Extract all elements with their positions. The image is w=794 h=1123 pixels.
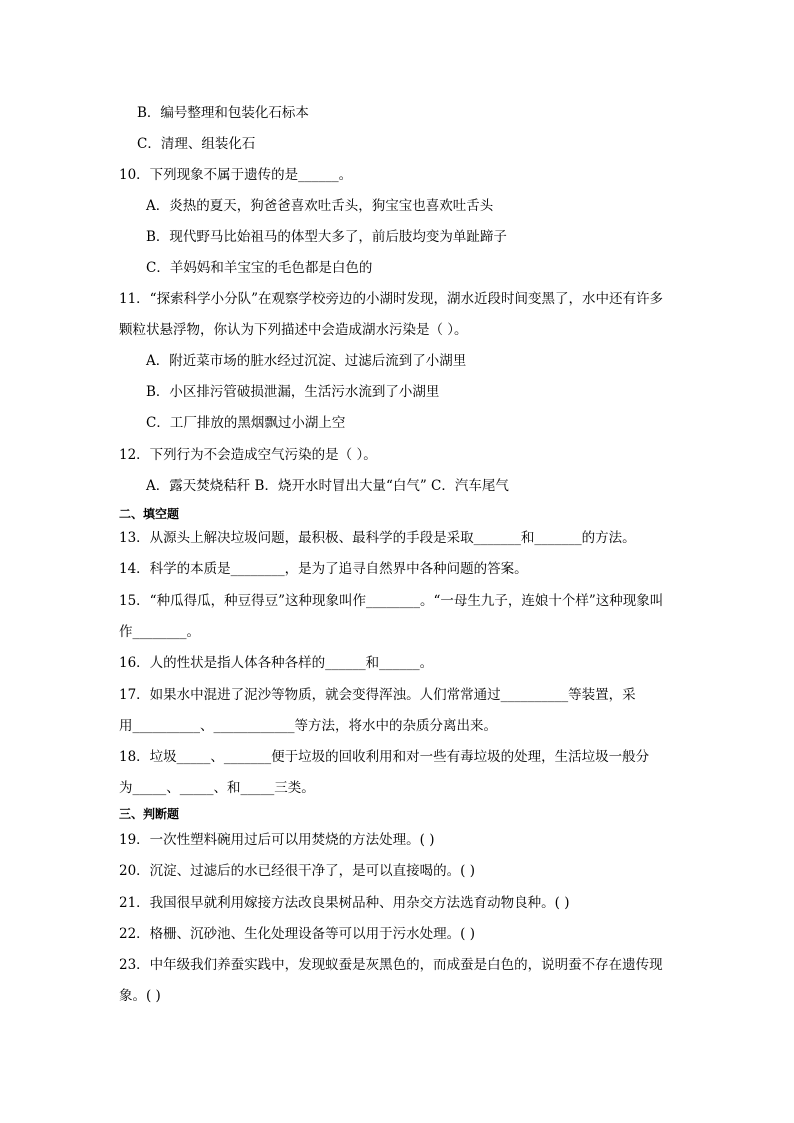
- q19-stem: 19．一次性塑料碗用过后可以用焚烧的方法处理。( ): [119, 832, 435, 848]
- q10-option-a: A．炎热的夏天，狗爸爸喜欢吐舌头，狗宝宝也喜欢吐舌头: [146, 198, 494, 214]
- section-fill-in-heading: 二、填空题: [119, 507, 180, 521]
- q9-option-b: B．编号整理和包装化石标本: [137, 105, 309, 121]
- q22-stem: 22．格栅、沉砂池、生化处理设备等可以用于污水处理。( ): [119, 926, 476, 942]
- q20-stem: 20．沉淀、过滤后的水已经很干净了，是可以直接喝的。( ): [119, 863, 476, 879]
- q18-stem-line2: 为_____、_____、和_____三类。: [119, 780, 315, 796]
- q11-option-c: C．工厂排放的黑烟飘过小湖上空: [146, 415, 346, 431]
- q17-stem-line1: 17．如果水中混进了泥沙等物质，就会变得浑浊。人们常常通过__________等装置，采: [119, 687, 636, 703]
- q12-options: A．露天焚烧秸秆 B．烧开水时冒出大量“白气” C．汽车尾气: [146, 478, 509, 494]
- q23-stem-line2: 象。( ): [119, 988, 161, 1004]
- q11-option-a: A．附近菜市场的脏水经过沉淀、过滤后流到了小湖里: [146, 353, 467, 369]
- q14-stem: 14．科学的本质是________，是为了追寻自然界中各种问题的答案。: [119, 561, 528, 577]
- q21-stem: 21．我国很早就利用嫁接方法改良果树品种、用杂交方法选育动物良种。( ): [119, 895, 570, 911]
- q15-stem-line2: 作________。: [119, 624, 200, 640]
- q10-stem: 10．下列现象不属于遗传的是______。: [119, 167, 353, 183]
- q10-option-b: B．现代野马比始祖马的体型大多了，前后肢均变为单趾蹄子: [146, 229, 507, 245]
- q13-stem: 13．从源头上解决垃圾问题，最积极、最科学的手段是采取_______和_______的方法。: [119, 530, 636, 546]
- q11-stem-line1: 11．“探索科学小分队”在观察学校旁边的小湖时发现，湖水近段时间变黑了，水中还有许多: [119, 291, 663, 307]
- q15-stem-line1: 15．“种瓜得瓜，种豆得豆”这种现象叫作________。“一母生九子，连娘十个样”这种现象叫: [119, 593, 664, 609]
- q23-stem-line1: 23．中年级我们养蚕实践中，发现蚁蚕是灰黑色的，而成蚕是白色的，说明蚕不存在遗传现: [119, 957, 663, 973]
- q11-option-b: B．小区排污管破损泄漏，生活污水流到了小湖里: [146, 384, 440, 400]
- q12-stem: 12．下列行为不会造成空气污染的是（ ）。: [119, 447, 377, 463]
- q18-stem-line1: 18．垃圾_____、_______便于垃圾的回收利用和对一些有毒垃圾的处理，生活垃圾一般分: [119, 749, 650, 765]
- q17-stem-line2: 用__________、____________等方法，将水中的杂质分离出来。: [119, 718, 497, 734]
- q9-option-c: C．清理、组装化石: [137, 136, 256, 152]
- q10-option-c: C．羊妈妈和羊宝宝的毛色都是白色的: [146, 260, 373, 276]
- section-true-false-heading: 三、判断题: [119, 807, 180, 821]
- q16-stem: 16．人的性状是指人体各种各样的______和______。: [119, 655, 434, 671]
- q11-stem-line2: 颗粒状悬浮物，你认为下列描述中会造成湖水污染是（ ）。: [119, 322, 468, 338]
